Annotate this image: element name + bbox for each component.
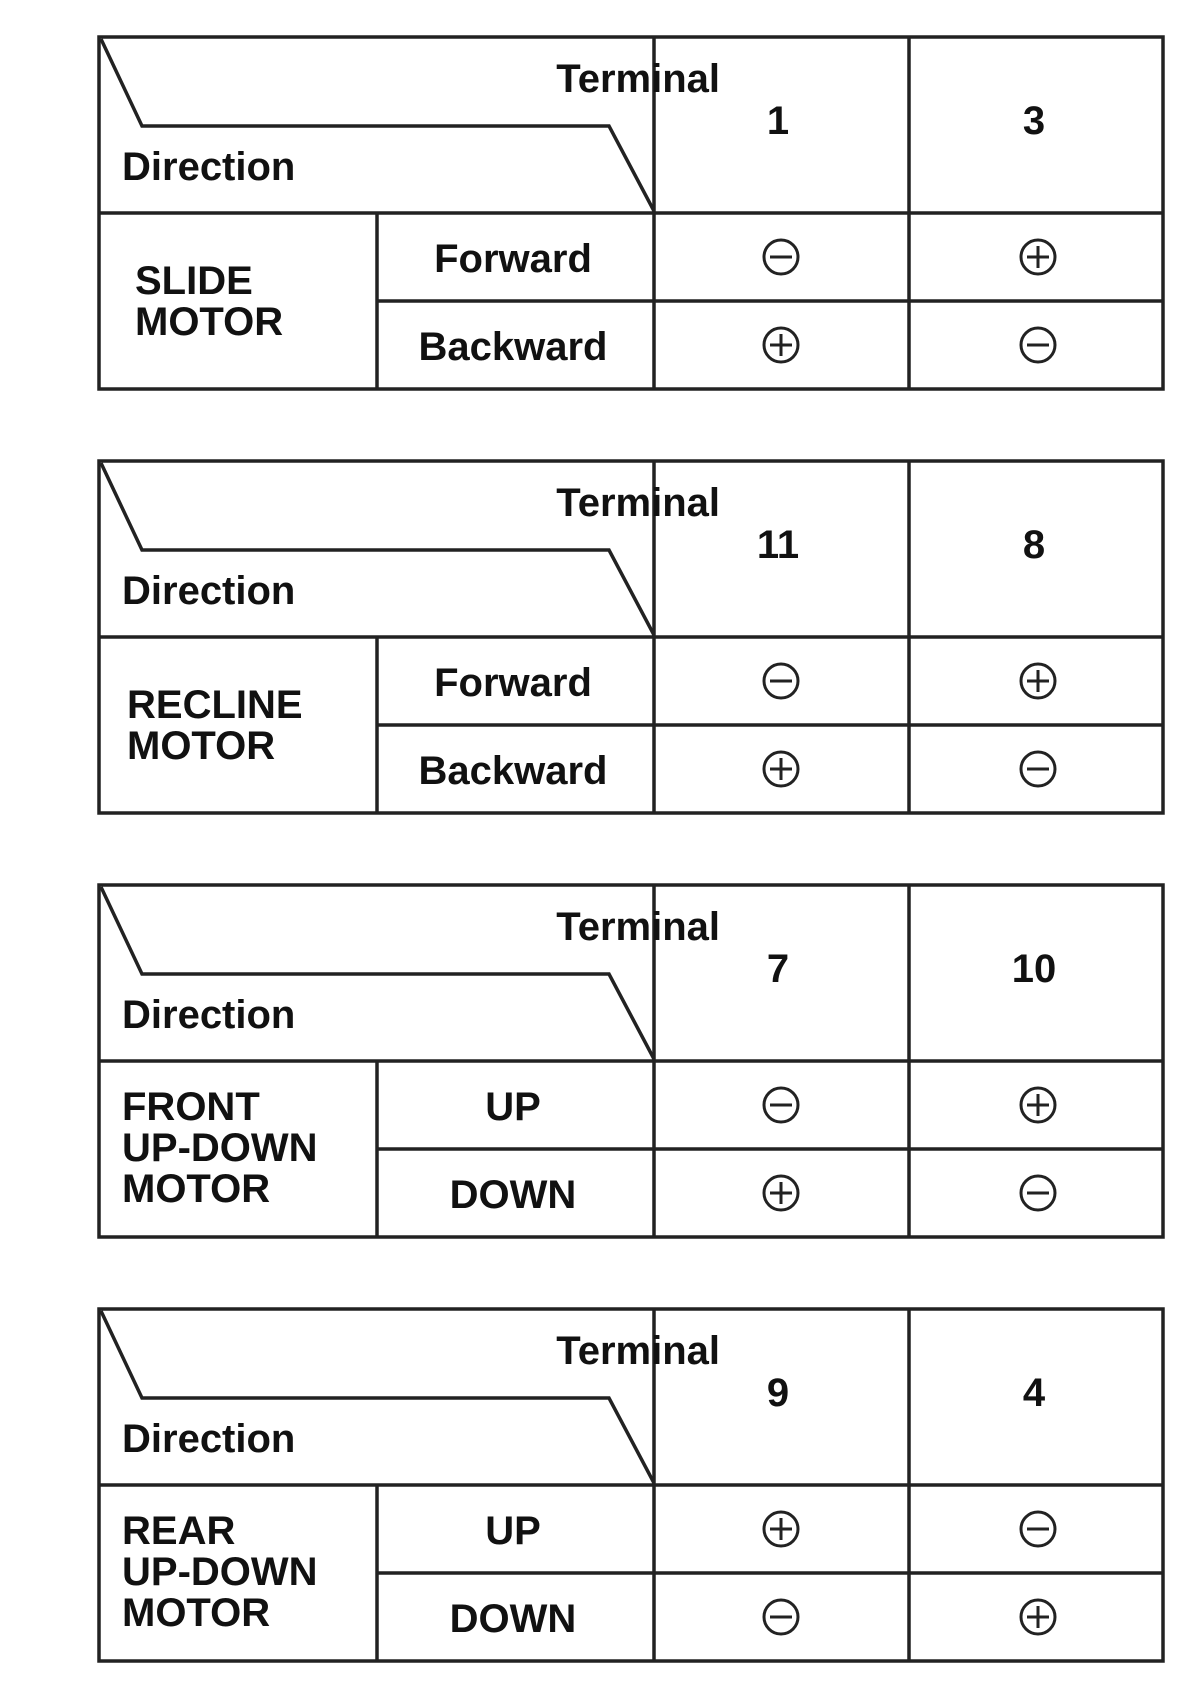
rear-up-down-motor-table xyxy=(97,1307,1165,1663)
motor-name xyxy=(127,685,303,767)
direction-value: Forward xyxy=(434,661,592,705)
direction-label: Direction xyxy=(122,1417,296,1461)
plus-circle-icon xyxy=(761,1509,801,1549)
terminal-number: 4 xyxy=(1022,1371,1046,1415)
plus-circle-icon xyxy=(761,325,801,365)
terminal-number: 10 xyxy=(1011,947,1057,991)
motor-name-line: UP-DOWN xyxy=(122,1126,318,1170)
plus-circle-icon xyxy=(761,1173,801,1213)
minus-circle-icon xyxy=(1018,1509,1058,1549)
terminal-number: 8 xyxy=(1022,523,1046,567)
direction-value: Backward xyxy=(418,749,608,793)
terminal-number: 9 xyxy=(766,1371,790,1415)
minus-circle-icon xyxy=(1018,749,1058,789)
terminal-label: Terminal xyxy=(556,1329,720,1373)
terminal-number: 11 xyxy=(756,523,800,567)
direction-label: Direction xyxy=(122,145,296,189)
terminal-label: Terminal xyxy=(556,905,720,949)
motor-name-line: REAR xyxy=(122,1509,236,1553)
recline-motor-table xyxy=(97,459,1165,815)
plus-circle-icon xyxy=(1018,1597,1058,1637)
plus-circle-icon xyxy=(1018,661,1058,701)
direction-value: DOWN xyxy=(449,1597,577,1641)
plus-circle-icon xyxy=(1018,1085,1058,1125)
direction-value: DOWN xyxy=(449,1173,577,1217)
motor-name-line: SLIDE xyxy=(135,259,253,303)
front-up-down-motor-table xyxy=(97,883,1165,1239)
plus-circle-icon xyxy=(1018,237,1058,277)
terminal-label: Terminal xyxy=(556,57,720,101)
minus-circle-icon xyxy=(761,1085,801,1125)
motor-name-line: MOTOR xyxy=(122,1167,271,1211)
minus-circle-icon xyxy=(761,1597,801,1637)
motor-name-line: UP-DOWN xyxy=(122,1550,318,1594)
motor-name xyxy=(122,1511,318,1634)
slide-motor-table xyxy=(97,35,1165,391)
direction-label: Direction xyxy=(122,569,296,613)
terminal-number: 1 xyxy=(766,99,790,143)
minus-circle-icon xyxy=(761,237,801,277)
minus-circle-icon xyxy=(761,661,801,701)
motor-name-line: MOTOR xyxy=(127,724,276,768)
motor-name-line: FRONT xyxy=(122,1085,260,1129)
direction-value: Backward xyxy=(418,325,608,369)
terminal-number: 7 xyxy=(766,947,790,991)
motor-name-line: MOTOR xyxy=(135,300,284,344)
direction-label: Direction xyxy=(122,993,296,1037)
plus-circle-icon xyxy=(761,749,801,789)
minus-circle-icon xyxy=(1018,1173,1058,1213)
motor-name xyxy=(122,1087,318,1210)
terminal-label: Terminal xyxy=(556,481,720,525)
direction-value: UP xyxy=(485,1085,541,1129)
direction-value: UP xyxy=(485,1509,541,1553)
motor-name-line: MOTOR xyxy=(122,1591,271,1635)
motor-name-line: RECLINE xyxy=(127,683,303,727)
minus-circle-icon xyxy=(1018,325,1058,365)
motor-name xyxy=(135,261,283,343)
terminal-number: 3 xyxy=(1022,99,1046,143)
direction-value: Forward xyxy=(434,237,592,281)
